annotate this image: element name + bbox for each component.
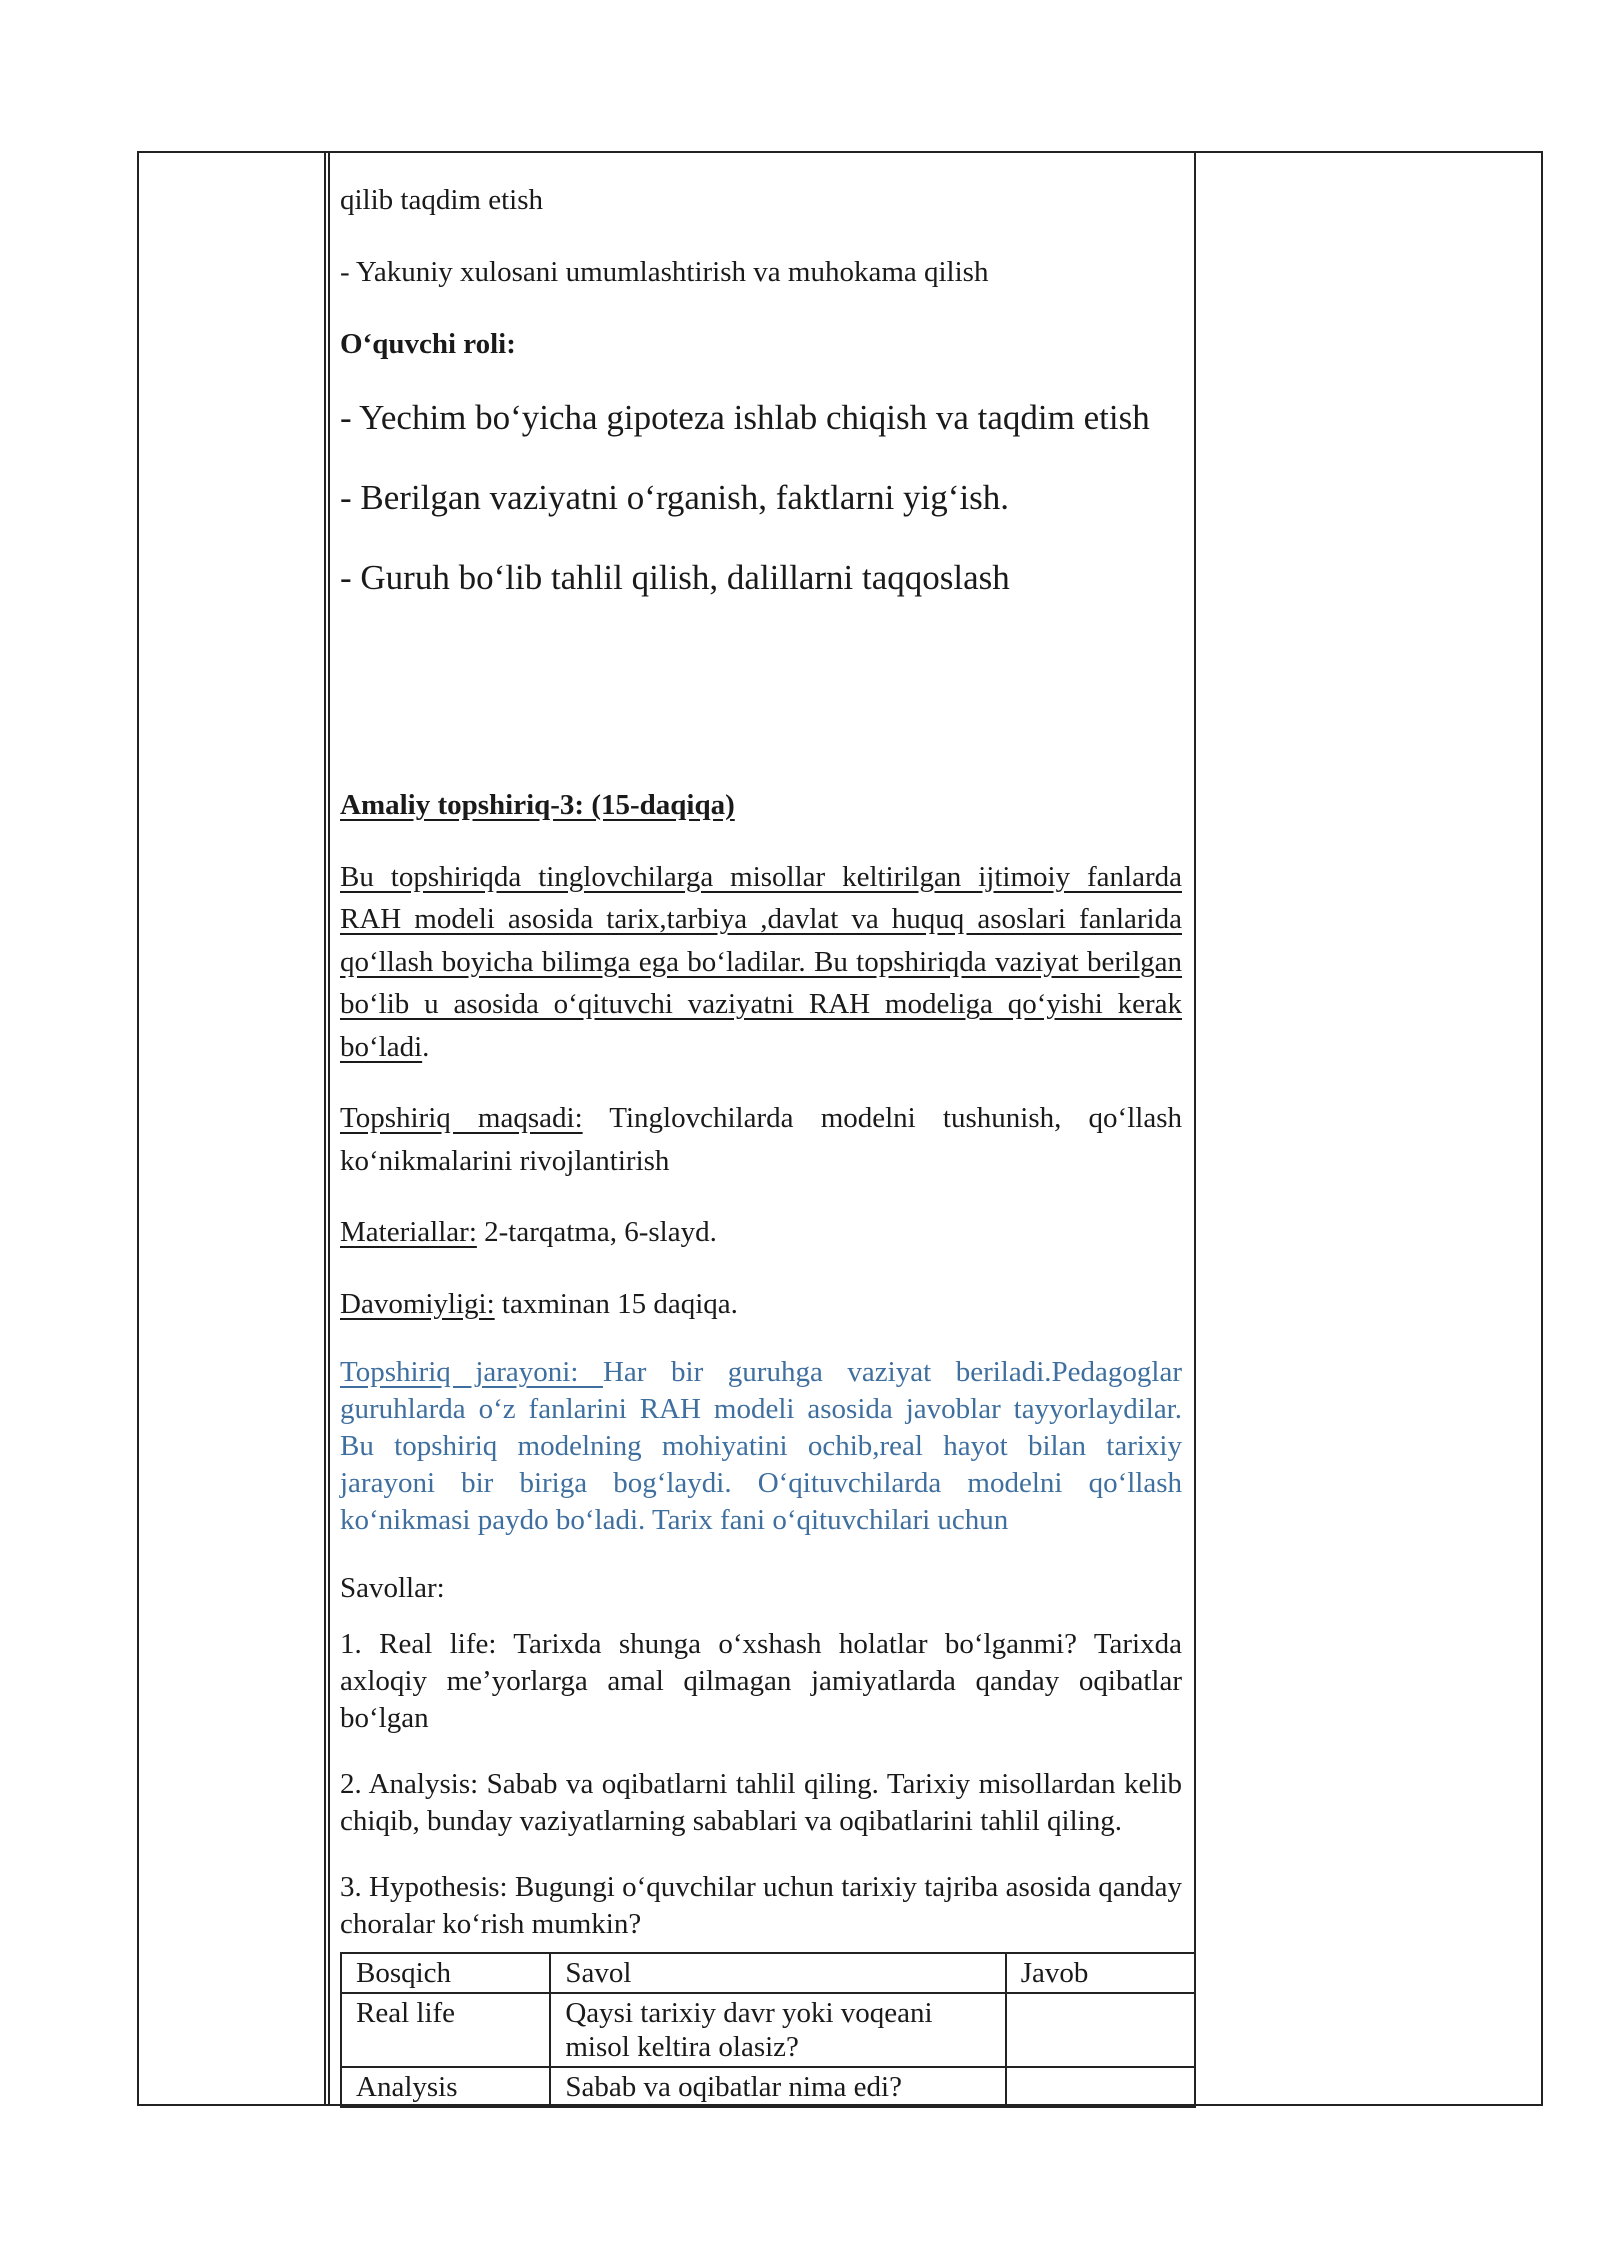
task-intro — [340, 856, 1182, 1069]
continued-line: qilib taqdim etish — [340, 184, 543, 216]
process-label: Topshiriq jarayoni: — [340, 1356, 603, 1388]
rah-table — [340, 1952, 1196, 2108]
role-item: - Yechim bo‘yicha gipoteza ishlab chiqish va taqdim etish — [340, 398, 1150, 437]
table-header-row — [341, 1953, 1195, 1993]
goal-label: Topshiriq maqsadi: — [340, 1102, 583, 1134]
question-item: 3. Hypothesis: Bugungi o‘quvchilar uchun tarixiy tajriba asosida qanday choralar ko‘rish mumkin? — [340, 1871, 1182, 1940]
column-divider-right — [1194, 151, 1196, 2106]
table-row — [341, 1993, 1195, 2067]
table-header-cell: Savol — [550, 1953, 1005, 1993]
duration-text: taxminan 15 daqiqa. — [494, 1287, 738, 1320]
task-process — [340, 1354, 1182, 1539]
task-materials — [340, 1211, 1182, 1254]
process-text: Har bir guruhga vaziyat beriladi.Pedagoglar guruhlarda o‘z fanlarini RAH modeli asosida javoblar tayyorlaydilar. Bu topshiriq modelning mohiyatini ochib,real hayot bilan tarixiy jarayoni bir biriga bog‘laydi. O‘qituvchilarda modelni qo‘llash ko‘nikmasi paydo bo‘ladi. Tarix fani o‘qituvchilari uchun — [340, 1356, 1182, 1536]
table-cell: Sabab va oqibatlar nima edi? — [550, 2067, 1005, 2107]
task-intro-text: Bu topshiriqda tinglovchilarga misollar keltirilgan ijtimoiy fanlarda RAH modeli asosida tarix,tarbiya ,davlat va huquq asoslari fanlarida qo‘llash boyicha bilimga ega bo‘ladilar. Bu topshiriqda vaziyat berilgan bo‘lib u asosida o‘qituvchi vaziyatni RAH modeliga qo‘yishi kerak bo‘ladi — [340, 860, 1182, 1063]
table-cell: Analysis — [341, 2067, 550, 2107]
column-divider-left — [324, 151, 326, 2106]
task-goal — [340, 1097, 1182, 1182]
question-item: 2. Analysis: Sabab va oqibatlarni tahlil qiling. Tarixiy misollardan kelib chiqib, bunday vaziyatlarning sabablari va oqibatlarini tahlil qiling. — [340, 1768, 1182, 1837]
table-cell — [1006, 1993, 1195, 2067]
table-cell — [1006, 2067, 1195, 2107]
materials-label: Materiallar: — [340, 1216, 477, 1248]
table-cell: Real life — [341, 1993, 550, 2067]
table-header-cell: Bosqich — [341, 1953, 550, 1993]
role-item: - Berilgan vaziyatni o‘rganish, faktlarni yig‘ish. — [340, 478, 1010, 517]
table-cell: Qaysi tarixiy davr yoki voqeani misol keltira olasiz? — [550, 1993, 1005, 2067]
table-row — [341, 2067, 1195, 2107]
column-divider-left-double — [328, 151, 330, 2106]
goal-text: Tinglovchilarda modelni tushunish, qo‘llash ko‘nikmalarini rivojlantirish — [340, 1102, 1182, 1177]
task-intro-end: . — [422, 1030, 430, 1063]
summary-line: - Yakuniy xulosani umumlashtirish va muhokama qilish — [340, 256, 989, 288]
question-item: 1. Real life: Tarixda shunga o‘xshash holatlar bo‘lganmi? Tarixda axloqiy me’yorlarga amal qilmagan jamiyatlarda qanday oqibatlar bo‘lgan — [340, 1628, 1182, 1734]
task-heading: Amaliy topshiriq-3: (15-daqiqa) — [340, 789, 735, 821]
table-header-cell: Javob — [1006, 1953, 1195, 1993]
role-item: - Guruh bo‘lib tahlil qilish, dalillarni taqqoslash — [340, 558, 1010, 597]
questions-heading: Savollar: — [340, 1572, 445, 1604]
task-duration — [340, 1283, 1182, 1326]
student-role-heading: O‘quvchi roli: — [340, 328, 516, 360]
materials-text: 2-tarqatma, 6-slayd. — [476, 1216, 717, 1248]
duration-label: Davomiyligi: — [340, 1287, 495, 1320]
middle-column-content — [340, 180, 1182, 1972]
